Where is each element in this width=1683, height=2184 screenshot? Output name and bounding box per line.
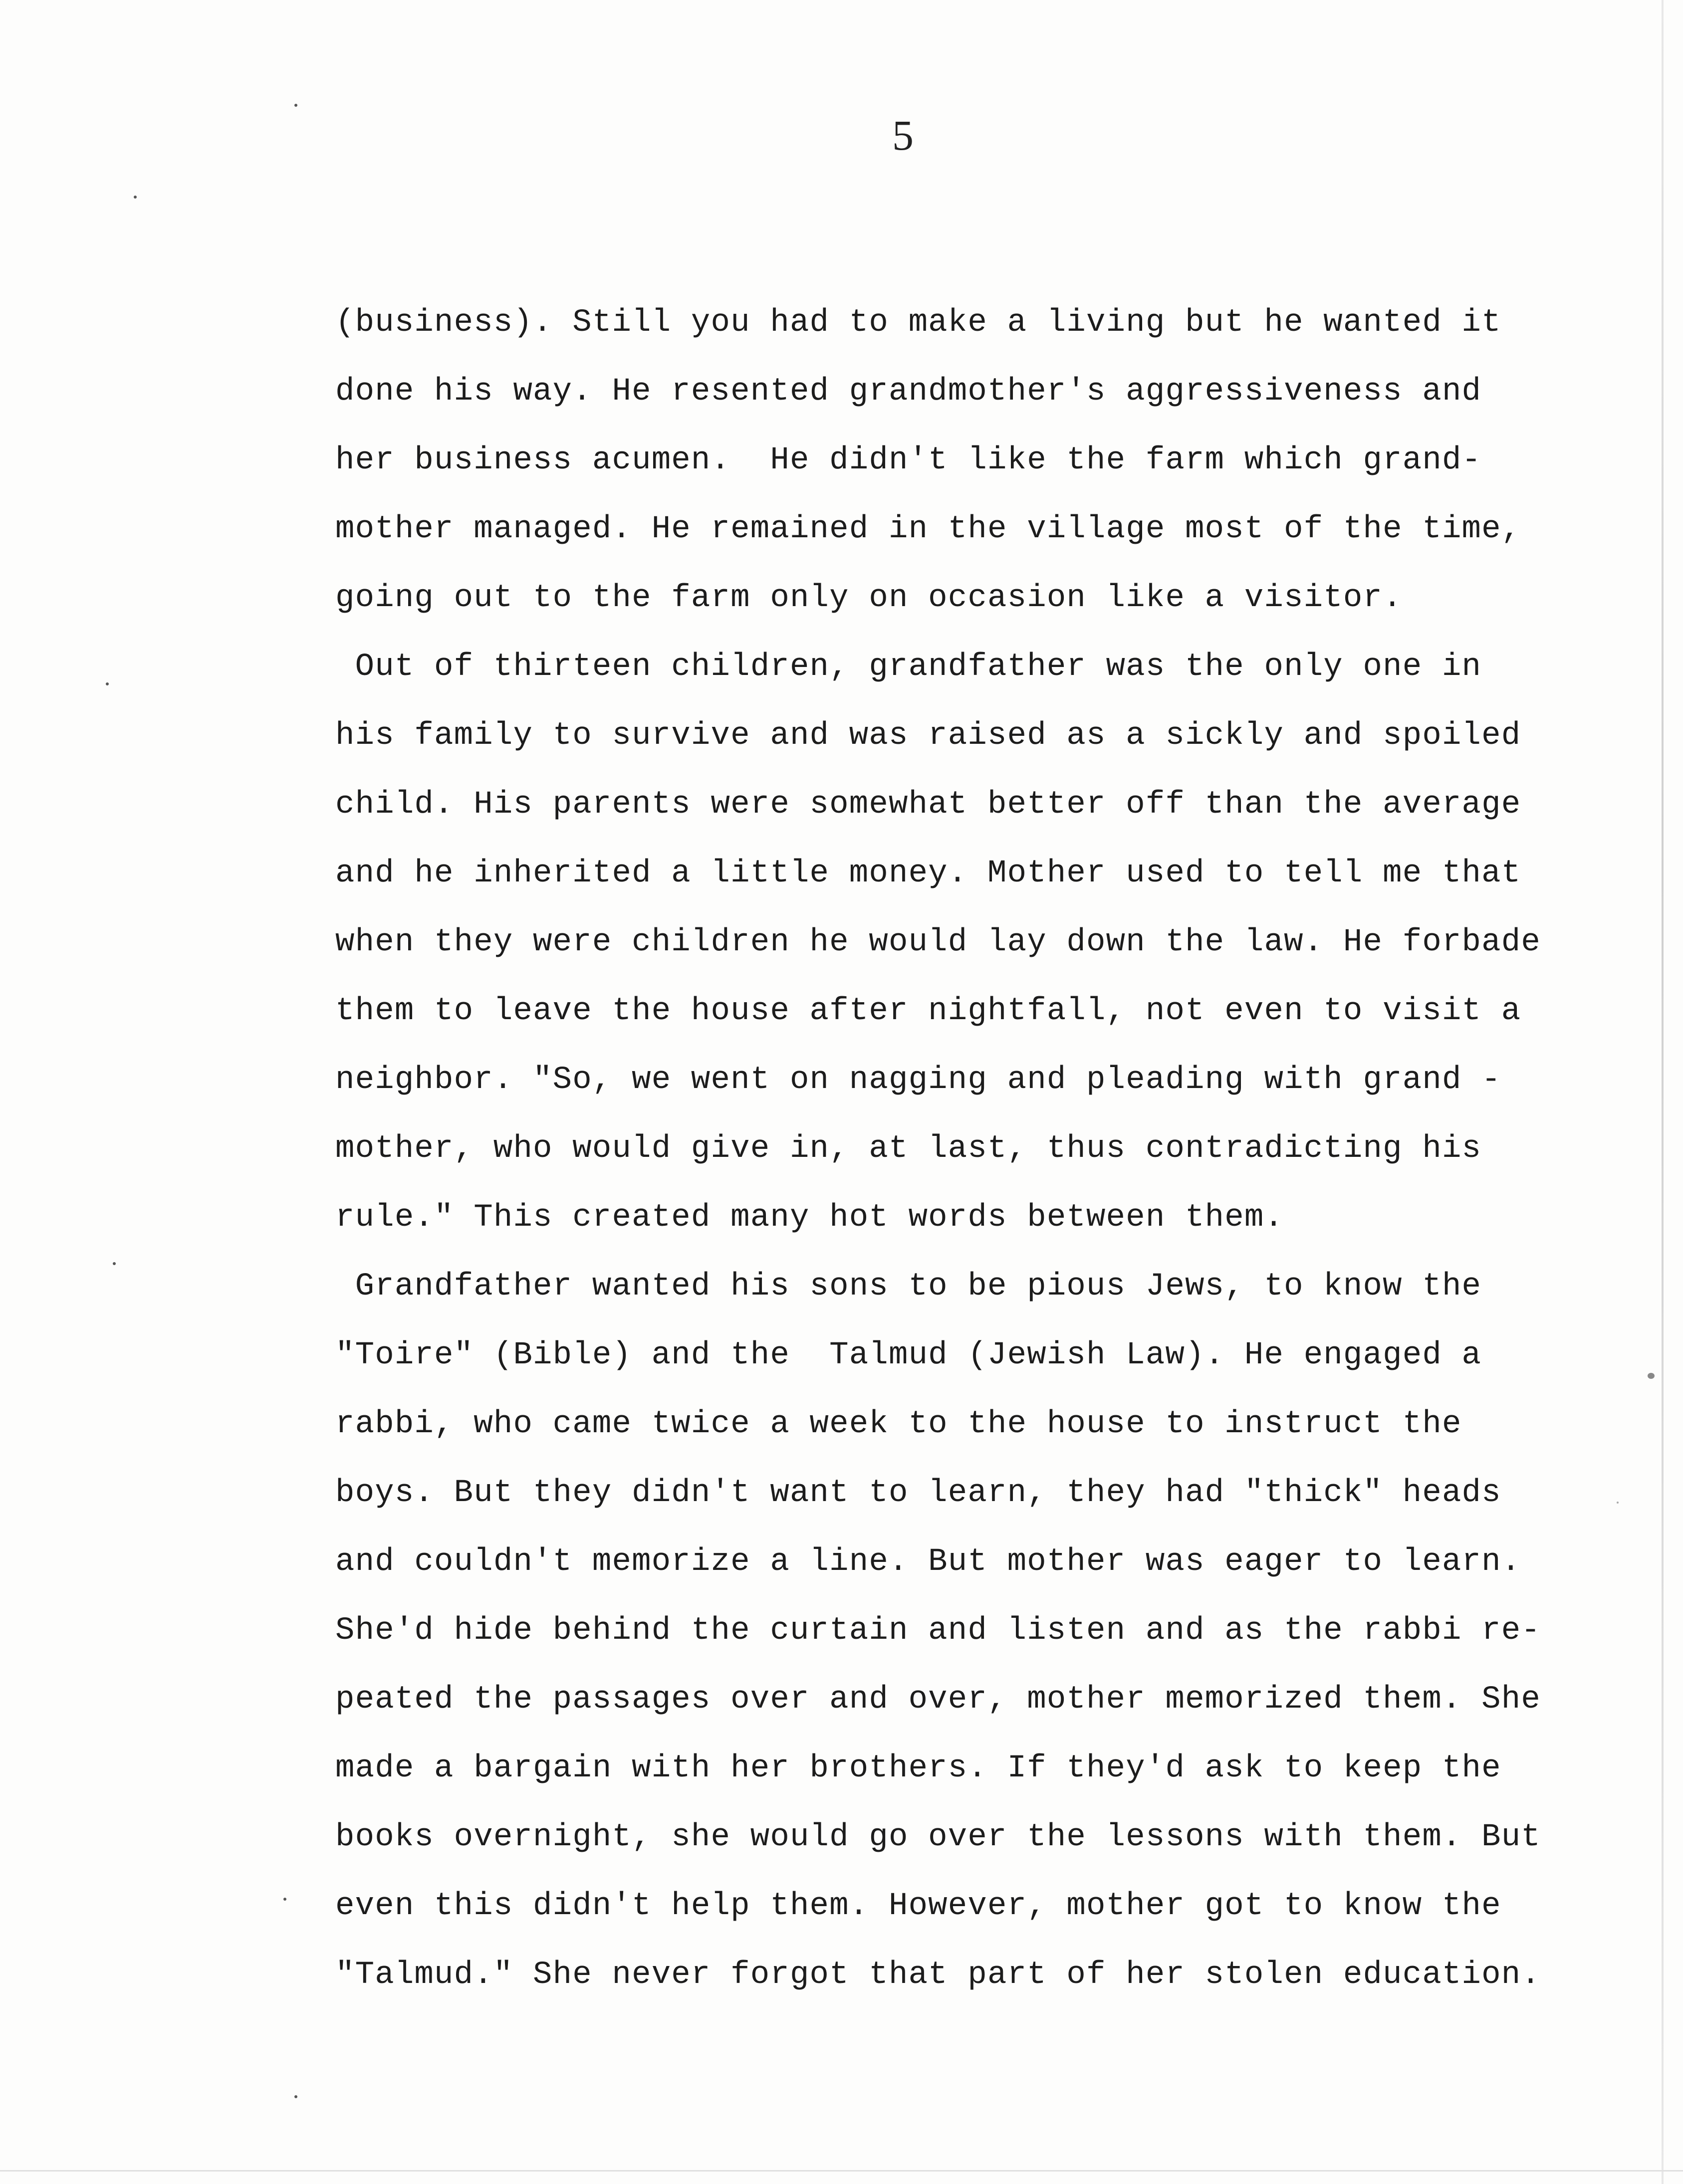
paragraph-start-line: Out of thirteen children, grandfather was the only one in <box>335 649 1482 685</box>
text-line: and he inherited a little money. Mother used to tell me that <box>335 856 1521 891</box>
scan-speck <box>106 682 109 685</box>
text-line: her business acumen. He didn't like the farm which grand- <box>335 442 1482 478</box>
text-line: (business). Still you had to make a living but he wanted it <box>335 305 1501 341</box>
text-line: and couldn't memorize a line. But mother was eager to learn. <box>335 1544 1521 1580</box>
paragraph-start-line: Grandfather wanted his sons to be pious Jews, to know the <box>335 1269 1482 1305</box>
text-line: them to leave the house after nightfall, not even to visit a <box>335 993 1521 1029</box>
text-line: going out to the farm only on occasion like a visitor. <box>335 580 1403 616</box>
text-line: rule." This created many hot words between them. <box>335 1200 1284 1236</box>
scan-speck <box>283 1898 286 1901</box>
scan-speck <box>294 104 297 107</box>
text-line: done his way. He resented grandmother's aggressiveness and <box>335 374 1482 410</box>
text-line: books overnight, she would go over the lessons with them. But <box>335 1819 1541 1855</box>
text-line: rabbi, who came twice a week to the house to instruct the <box>335 1406 1462 1442</box>
text-line: his family to survive and was raised as a sickly and spoiled <box>335 718 1521 754</box>
page-edge <box>1662 0 1664 2184</box>
scan-speck <box>294 2095 297 2098</box>
text-line: "Talmud." She never forgot that part of her stolen education. <box>335 1957 1541 1993</box>
text-line: mother, who would give in, at last, thus contradicting his <box>335 1131 1482 1167</box>
text-line: She'd hide behind the curtain and listen and as the rabbi re- <box>335 1613 1541 1649</box>
text-line: boys. But they didn't want to learn, they had "thick" heads <box>335 1475 1501 1511</box>
page-number: 5 <box>892 111 914 159</box>
scan-speck <box>134 196 137 199</box>
text-line: when they were children he would lay down the law. He forbade <box>335 924 1541 960</box>
page-edge <box>0 2170 1683 2172</box>
text-line: made a bargain with her brothers. If they'd ask to keep the <box>335 1750 1501 1786</box>
text-line: "Toire" (Bible) and the Talmud (Jewish Law). He engaged a <box>335 1337 1482 1373</box>
text-line: neighbor. "So, we went on nagging and pleading with grand - <box>335 1062 1501 1098</box>
scan-speck <box>113 1262 116 1265</box>
text-line: child. His parents were somewhat better off than the average <box>335 787 1521 823</box>
text-line: mother managed. He remained in the village most of the time, <box>335 511 1521 547</box>
text-line: even this didn't help them. However, mother got to know the <box>335 1888 1501 1924</box>
scan-mark <box>1648 1373 1655 1379</box>
text-line: peated the passages over and over, mother memorized them. She <box>335 1682 1541 1718</box>
scan-speck <box>1617 1502 1619 1504</box>
